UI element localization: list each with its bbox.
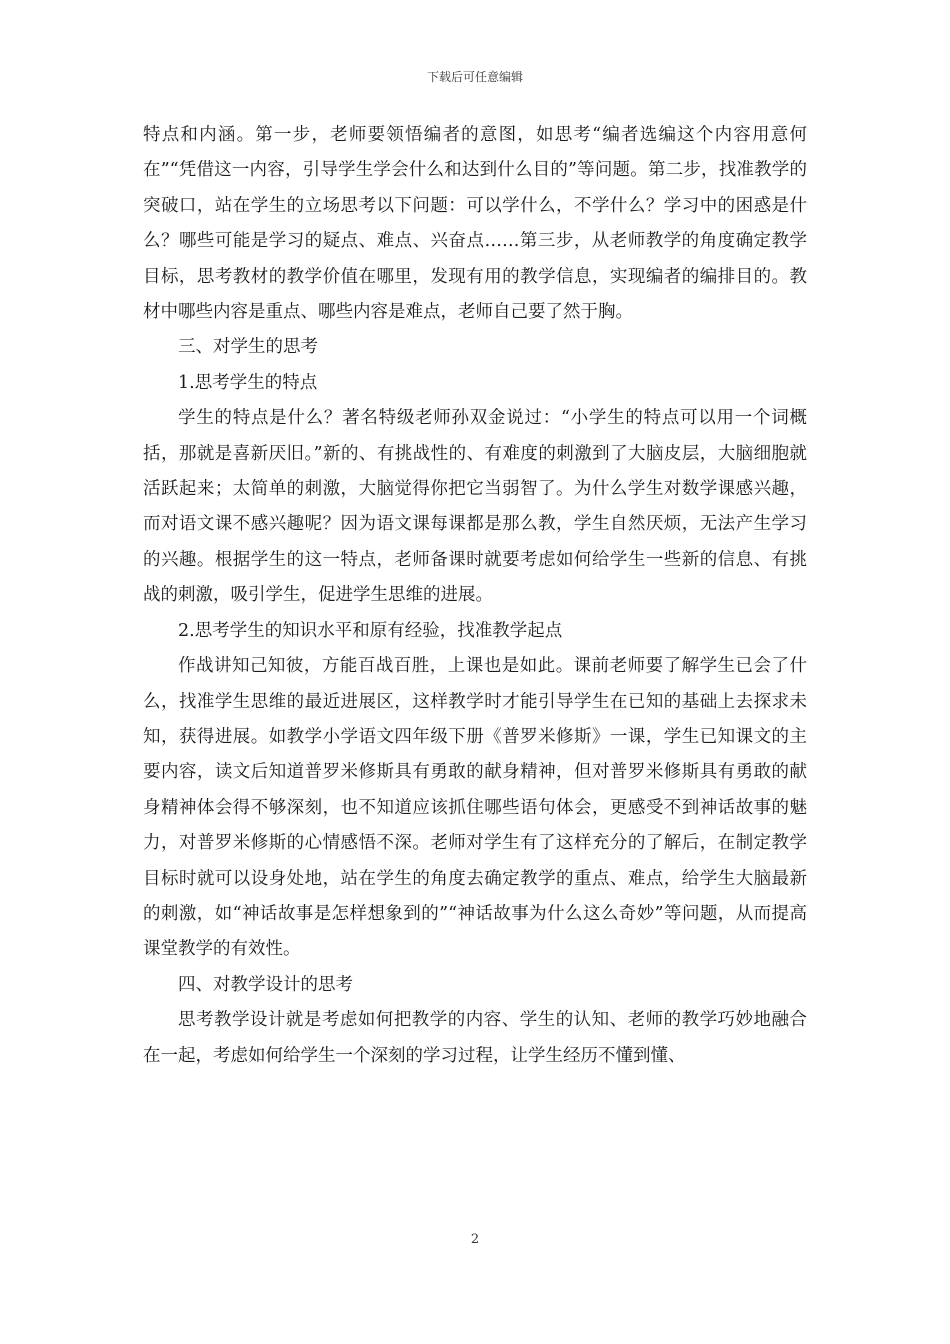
paragraph-student-traits: 学生的特点是什么？著名特级老师孙双金说过：“小学生的特点可以用一个词概括，那就是喜新厌旧。”新的、有挑战性的、有难度的刺激到了大脑皮层，大脑细胞就活跃起来；太简单的刺激，大脑觉得你把它当弱智了。为什么学生对数学课感兴趣，而对语文课不感兴趣呢？因为语文课每课都是那么教，学生自然厌烦，无法产生学习的兴趣。根据学生的这一特点，老师备课时就要考虑如何给学生一些新的信息、有挑战的刺激，吸引学生，促进学生思维的进展。 (143, 408, 807, 606)
section-heading-students: 三、对学生的思考 (178, 337, 318, 358)
section-heading-design: 四、对教学设计的思考 (178, 974, 353, 995)
subheading-student-traits: 1.思考学生的特点 (178, 372, 318, 393)
subheading-knowledge-level: 2.思考学生的知识水平和原有经验，找准教学起点 (178, 620, 563, 641)
paragraph-design: 思考教学设计就是考虑如何把教学的内容、学生的认知、老师的教学巧妙地融合在一起，考虑如何给学生一个深刻的学习过程，让学生经历不懂到懂、 (143, 1010, 807, 1066)
page-number: 2 (470, 1232, 480, 1247)
paragraph-knowledge-level: 作战讲知己知彼，方能百战百胜，上课也是如此。课前老师要了解学生已会了什么，找准学生思维的最近进展区，这样教学时才能引导学生在已知的基础上去探求未知，获得进展。如教学小学语文四年级下册《普罗米修斯》一课，学生已知课文的主要内容，读文后知道普罗米修斯具有勇敢的献身精神，但对普罗米修斯具有勇敢的献身精神体会得不够深刻，也不知道应该抓住哪些语句体会，更感受不到神话故事的魅力，对普罗米修斯的心情感悟不深。老师对学生有了这样充分的了解后，在制定教学目标时就可以设身处地，站在学生的角度去确定教学的重点、难点，给学生大脑最新的刺激，如“神话故事是怎样想象到的”“神话故事为什么这么奇妙”等问题，从而提高课堂教学的有效性。 (143, 656, 807, 960)
paragraph-continuation: 特点和内涵。第一步，老师要领悟编者的意图，如思考“编者选编这个内容用意何在”“凭借这一内容，引导学生学会什么和达到什么目的”等问题。第二步，找准教学的突破口，站在学生的立场思考以下问题：可以学什么，不学什么？学习中的困惑是什么？哪些可能是学习的疑点、难点、兴奋点……第三步，从老师教学的角度确定教学目标，思考教材的教学价值在哪里，发现有用的教学信息，实现编者的编排目的。教材中哪些内容是重点、哪些内容是难点，老师自己要了然于胸。 (143, 125, 807, 323)
page-header: 下载后可任意编辑 (426, 70, 523, 84)
document-body (143, 118, 807, 1074)
